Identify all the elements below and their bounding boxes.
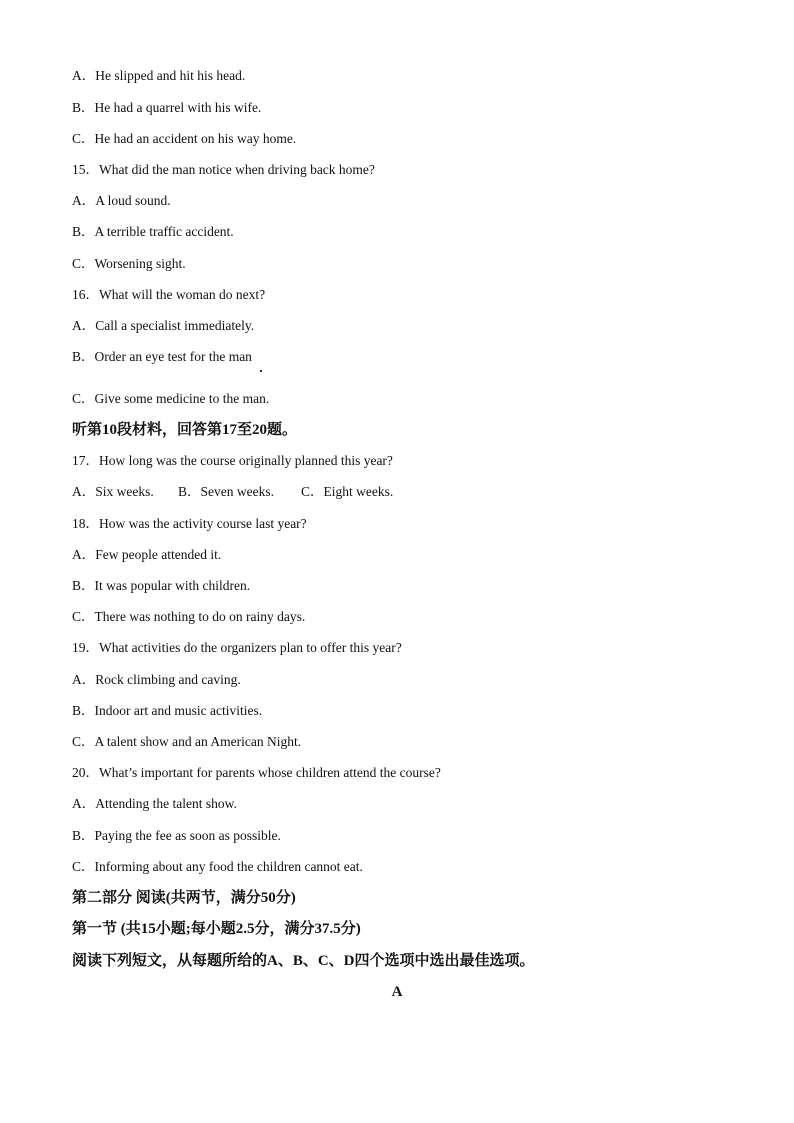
q20-option-a: A．Attending the talent show. bbox=[72, 796, 237, 811]
q14-option-b: B．He had a quarrel with his wife. bbox=[72, 100, 262, 115]
q17-option-c: C．Eight weeks. bbox=[301, 484, 394, 499]
question-15: 15．What did the man notice when driving back home? bbox=[72, 162, 375, 177]
q18-option-b: B．It was popular with children. bbox=[72, 578, 251, 593]
q20-option-b: B．Paying the fee as soon as possible. bbox=[72, 828, 281, 843]
q17-option-b: B．Seven weeks. bbox=[178, 484, 274, 499]
q16-option-a: A．Call a specialist immediately. bbox=[72, 318, 255, 333]
section-one-heading: 第一节 (共15小题;每小题2.5分，满分37.5分) bbox=[72, 921, 361, 937]
question-16: 16．What will the woman do next? bbox=[72, 287, 266, 302]
q19-option-c: C．A talent show and an American Night. bbox=[72, 734, 302, 749]
question-19: 19．What activities do the organizers plan to offer this year? bbox=[72, 640, 402, 655]
question-17: 17．How long was the course originally planned this year? bbox=[72, 453, 393, 468]
q15-option-a: A．A loud sound. bbox=[72, 193, 171, 208]
q19-option-a: A．Rock climbing and caving. bbox=[72, 672, 241, 687]
q19-option-b: B．Indoor art and music activities. bbox=[72, 703, 263, 718]
passage-label-a: A bbox=[391, 984, 403, 1000]
q20-option-c: C．Informing about any food the children cannot eat. bbox=[72, 859, 363, 874]
q16-option-c: C．Give some medicine to the man. bbox=[72, 391, 270, 406]
q16-option-b: B．Order an eye test for the man bbox=[72, 349, 252, 364]
q14-option-c: C．He had an accident on his way home. bbox=[72, 131, 297, 146]
reading-instructions: 阅读下列短文，从每题所给的A、B、C、D四个选项中选出最佳选项。 bbox=[72, 953, 535, 969]
question-20: 20．What’s important for parents whose children attend the course? bbox=[72, 765, 441, 780]
q17-option-a: A．Six weeks. bbox=[72, 484, 154, 499]
part-two-heading: 第二部分 阅读(共两节，满分50分) bbox=[72, 890, 296, 906]
section-heading-material-10: 听第10段材料，回答第17至20题。 bbox=[72, 422, 298, 438]
stray-mark bbox=[260, 370, 262, 372]
question-18: 18．How was the activity course last year? bbox=[72, 516, 307, 531]
q17-options bbox=[72, 484, 393, 500]
q18-option-c: C．There was nothing to do on rainy days. bbox=[72, 609, 306, 624]
q15-option-b: B．A terrible traffic accident. bbox=[72, 224, 234, 239]
q15-option-c: C．Worsening sight. bbox=[72, 256, 186, 271]
q18-option-a: A．Few people attended it. bbox=[72, 547, 222, 562]
q14-option-a: A．He slipped and hit his head. bbox=[72, 68, 246, 83]
